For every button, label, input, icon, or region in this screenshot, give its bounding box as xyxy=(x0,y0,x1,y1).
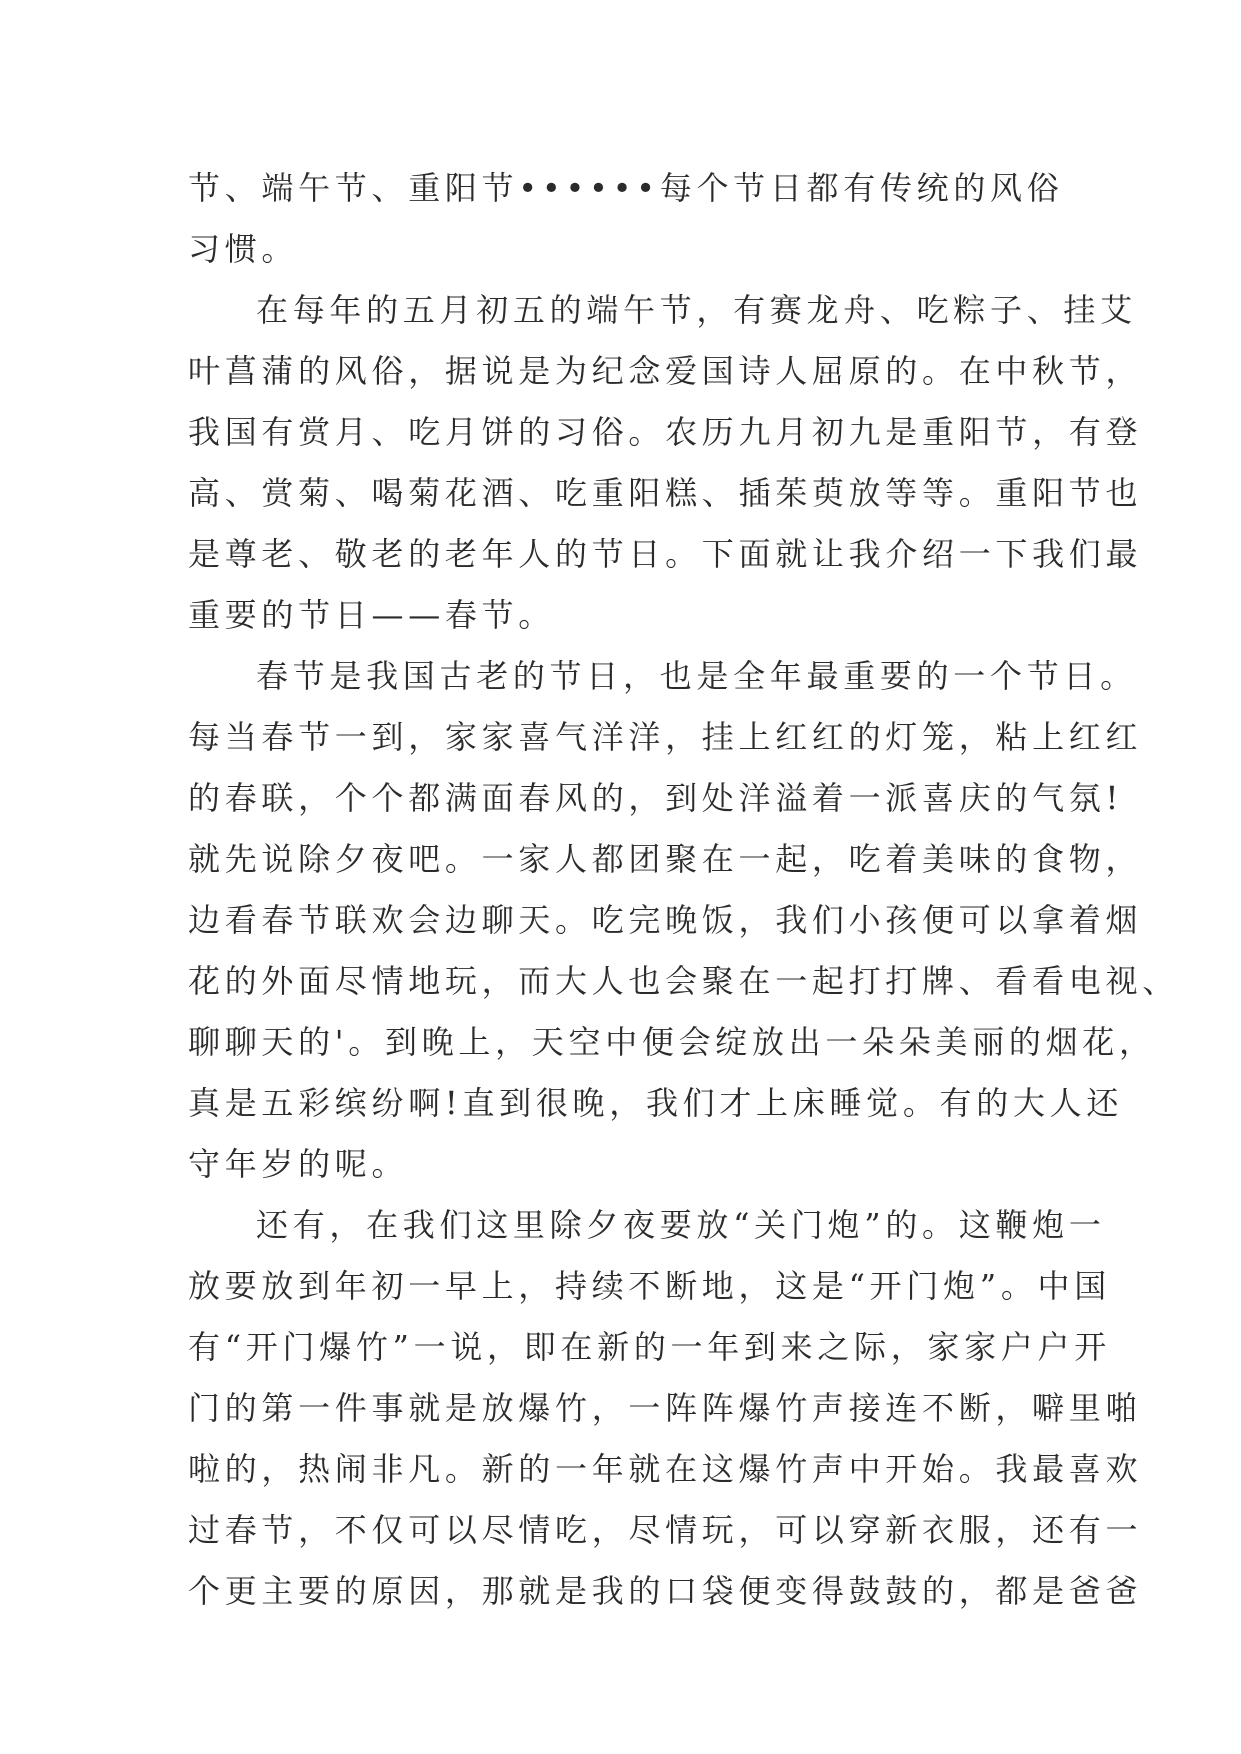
text-line: 就先说除夕夜吧。一家人都团聚在一起，吃着美味的食物， xyxy=(188,840,1143,878)
text-line: 重要的节日——春节。 xyxy=(188,596,556,634)
text-line: 是尊老、敬老的老年人的节日。下面就让我介绍一下我们最 xyxy=(188,535,1143,573)
text-line: 个更主要的原因，那就是我的口袋便变得鼓鼓的，都是爸爸 xyxy=(188,1572,1143,1610)
paragraph-first-line: 在每年的五月初五的端午节，有赛龙舟、吃粽子、挂艾 xyxy=(256,291,1137,329)
text-line: 啦的，热闹非凡。新的一年就在这爆竹声中开始。我最喜欢 xyxy=(188,1450,1143,1488)
text-line: 花的外面尽情地玩，而大人也会聚在一起打打牌、看看电视、 xyxy=(188,962,1179,1000)
text-line: 门的第一件事就是放爆竹，一阵阵爆竹声接连不断，噼里啪 xyxy=(188,1389,1143,1427)
body-text xyxy=(188,158,1179,1622)
text-line: 守年岁的呢。 xyxy=(188,1145,409,1183)
paragraph-first-line: 还有，在我们这里除夕夜要放“关门炮”的。这鞭炮一 xyxy=(256,1206,1106,1244)
paragraph-first-line: 春节是我国古老的节日，也是全年最重要的一个节日。 xyxy=(256,657,1137,695)
text-line: 我国有赏月、吃月饼的习俗。农历九月初九是重阳节，有登 xyxy=(188,413,1143,451)
text-line: 叶菖蒲的风俗，据说是为纪念爱国诗人屈原的。在中秋节， xyxy=(188,352,1143,390)
text-line: 真是五彩缤纷啊!直到很晚，我们才上床睡觉。有的大人还 xyxy=(188,1084,1124,1122)
text-line: 每当春节一到，家家喜气洋洋，挂上红红的灯笼，粘上红红 xyxy=(188,718,1143,756)
text-line: 节、端午节、重阳节••••••每个节日都有传统的风俗 xyxy=(188,169,1064,207)
text-line: 高、赏菊、喝菊花酒、吃重阳糕、插茱萸放等等。重阳节也 xyxy=(188,474,1143,512)
text-line: 习惯。 xyxy=(188,230,299,268)
text-line: 边看春节联欢会边聊天。吃完晚饭，我们小孩便可以拿着烟 xyxy=(188,901,1143,939)
text-line: 的春联，个个都满面春风的，到处洋溢着一派喜庆的气氛! xyxy=(188,779,1124,817)
text-line: 聊聊天的'。到晚上，天空中便会绽放出一朵朵美丽的烟花， xyxy=(188,1023,1156,1061)
text-line: 过春节，不仅可以尽情吃，尽情玩，可以穿新衣服，还有一 xyxy=(188,1511,1143,1549)
text-line: 放要放到年初一早上，持续不断地，这是“开门炮”。中国 xyxy=(188,1267,1111,1305)
text-line: 有“开门爆竹”一说，即在新的一年到来之际，家家户户开 xyxy=(188,1328,1111,1366)
